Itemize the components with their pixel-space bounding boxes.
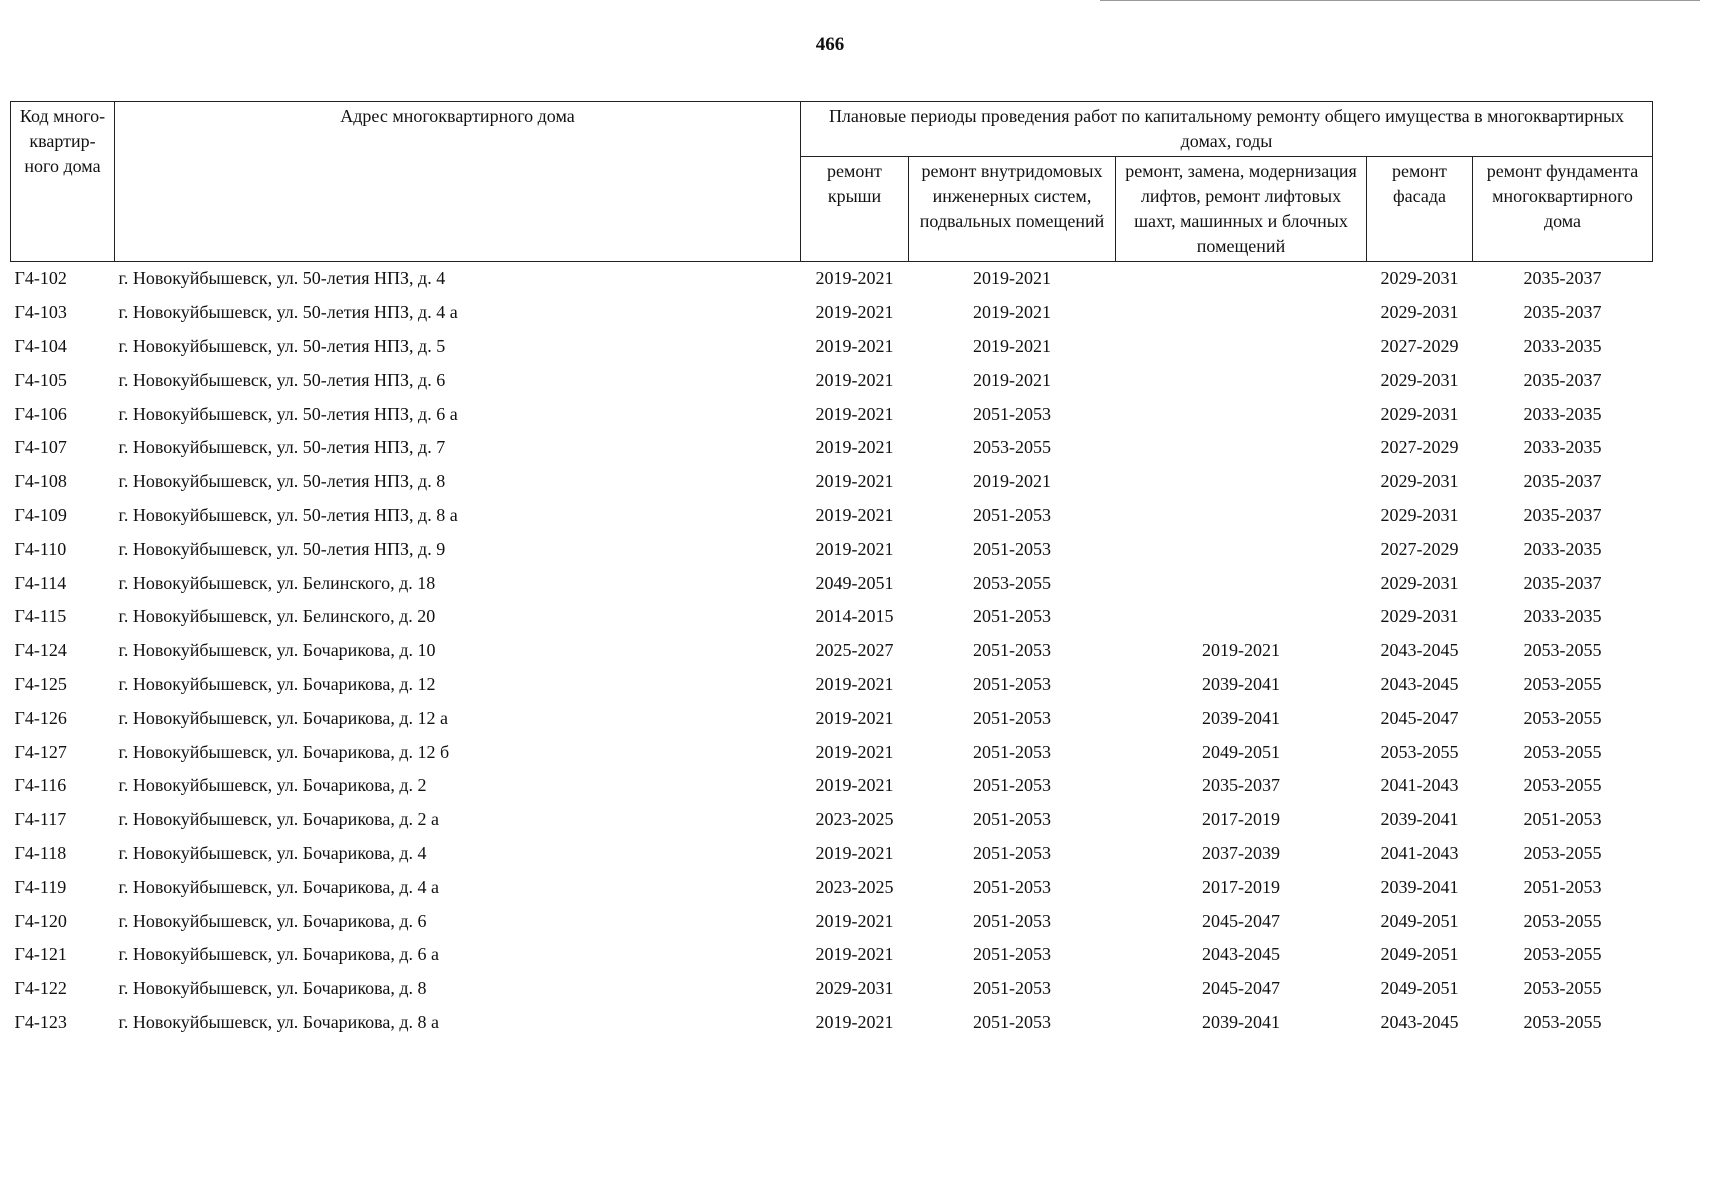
cell-facade: 2045-2047 xyxy=(1380,707,1459,728)
cell-systems: 2053-2055 xyxy=(973,437,1051,458)
cell-foundation: 2053-2055 xyxy=(1523,673,1602,694)
table-row xyxy=(11,296,1653,330)
header-lifts: ремонт, замена, модернизация лифтов, ремонт лифтовых шахт, машинных и блочных помещений xyxy=(1116,157,1367,262)
cell-lifts xyxy=(1116,566,1367,600)
cell-foundation: 2033-2035 xyxy=(1523,403,1602,424)
cell-roof: 2023-2025 xyxy=(815,876,894,897)
cell-facade: 2043-2045 xyxy=(1380,673,1459,694)
cell-code: Г4-110 xyxy=(14,538,67,559)
cell-lifts: 2039-2041 xyxy=(1202,673,1280,694)
cell-address: г. Новокуйбышевск, ул. 50-летия НПЗ, д. 6 xyxy=(118,369,446,390)
cell-foundation: 2035-2037 xyxy=(1523,504,1602,525)
cell-lifts: 2045-2047 xyxy=(1202,910,1280,931)
cell-foundation: 2035-2037 xyxy=(1523,471,1602,492)
cell-foundation: 2053-2055 xyxy=(1523,1011,1602,1032)
cell-roof: 2019-2021 xyxy=(815,775,894,796)
cell-systems: 2051-2053 xyxy=(973,707,1051,728)
cell-facade: 2029-2031 xyxy=(1380,471,1459,492)
cell-code: Г4-121 xyxy=(14,944,67,965)
header-planned-periods: Плановые периоды проведения работ по капитальному ремонту общего имущества в многоквартирных домах, годы xyxy=(801,102,1653,157)
cell-systems: 2051-2053 xyxy=(973,1011,1051,1032)
cell-code: Г4-117 xyxy=(14,809,67,830)
cell-systems: 2051-2053 xyxy=(973,606,1051,627)
cell-lifts xyxy=(1116,330,1367,364)
cell-code: Г4-106 xyxy=(14,403,67,424)
cell-facade: 2049-2051 xyxy=(1380,944,1459,965)
cell-lifts: 2017-2019 xyxy=(1202,876,1280,897)
cell-address: г. Новокуйбышевск, ул. Бочарикова, д. 4 xyxy=(118,842,427,863)
table-row xyxy=(11,330,1653,364)
cell-code: Г4-120 xyxy=(14,910,67,931)
cell-facade: 2049-2051 xyxy=(1380,978,1459,999)
cell-foundation: 2033-2035 xyxy=(1523,335,1602,356)
cell-address: г. Новокуйбышевск, ул. 50-летия НПЗ, д. 9 xyxy=(118,538,446,559)
table-row xyxy=(11,499,1653,533)
cell-lifts: 2039-2041 xyxy=(1202,1011,1280,1032)
scan-edge-line xyxy=(1100,0,1700,1)
table-row xyxy=(11,803,1653,837)
header-foundation: ремонт фундамента многоквартирного дома xyxy=(1473,157,1653,262)
cell-roof: 2019-2021 xyxy=(815,944,894,965)
cell-systems: 2019-2021 xyxy=(973,471,1051,492)
table-row xyxy=(11,431,1653,465)
cell-lifts xyxy=(1116,532,1367,566)
cell-address: г. Новокуйбышевск, ул. Белинского, д. 18 xyxy=(118,572,436,593)
cell-roof: 2019-2021 xyxy=(815,504,894,525)
cell-facade: 2027-2029 xyxy=(1380,437,1459,458)
header-code: Код много-квартир-ного дома xyxy=(11,102,115,262)
cell-roof: 2019-2021 xyxy=(815,910,894,931)
cell-systems: 2051-2053 xyxy=(973,876,1051,897)
cell-foundation: 2053-2055 xyxy=(1523,944,1602,965)
cell-lifts: 2043-2045 xyxy=(1202,944,1280,965)
cell-lifts: 2035-2037 xyxy=(1202,775,1280,796)
cell-address: г. Новокуйбышевск, ул. Бочарикова, д. 2 xyxy=(118,775,427,796)
repair-schedule-table xyxy=(10,101,1653,1039)
cell-systems: 2019-2021 xyxy=(973,369,1051,390)
table-row xyxy=(11,566,1653,600)
cell-roof: 2014-2015 xyxy=(815,606,894,627)
cell-systems: 2051-2053 xyxy=(973,504,1051,525)
cell-foundation: 2053-2055 xyxy=(1523,910,1602,931)
cell-systems: 2051-2053 xyxy=(973,403,1051,424)
cell-foundation: 2035-2037 xyxy=(1523,268,1602,289)
cell-lifts xyxy=(1116,431,1367,465)
cell-code: Г4-115 xyxy=(14,606,67,627)
cell-code: Г4-109 xyxy=(14,504,67,525)
cell-code: Г4-116 xyxy=(14,775,67,796)
cell-systems: 2051-2053 xyxy=(973,775,1051,796)
table-row xyxy=(11,1006,1653,1040)
cell-foundation: 2033-2035 xyxy=(1523,437,1602,458)
table-row xyxy=(11,769,1653,803)
cell-roof: 2019-2021 xyxy=(815,1011,894,1032)
cell-facade: 2039-2041 xyxy=(1380,876,1459,897)
header-facade: ремонт фасада xyxy=(1367,157,1473,262)
cell-roof: 2025-2027 xyxy=(815,640,894,661)
cell-systems: 2051-2053 xyxy=(973,842,1051,863)
cell-address: г. Новокуйбышевск, ул. Бочарикова, д. 12 б xyxy=(118,741,450,762)
table-row xyxy=(11,465,1653,499)
cell-systems: 2051-2053 xyxy=(973,910,1051,931)
cell-foundation: 2053-2055 xyxy=(1523,978,1602,999)
cell-address: г. Новокуйбышевск, ул. Бочарикова, д. 6 а xyxy=(118,944,440,965)
cell-address: г. Новокуйбышевск, ул. 50-летия НПЗ, д. 8 xyxy=(118,471,446,492)
cell-facade: 2043-2045 xyxy=(1380,640,1459,661)
cell-roof: 2019-2021 xyxy=(815,707,894,728)
table-row xyxy=(11,972,1653,1006)
cell-foundation: 2033-2035 xyxy=(1523,538,1602,559)
cell-address: г. Новокуйбышевск, ул. Бочарикова, д. 8 xyxy=(118,978,427,999)
table-row xyxy=(11,397,1653,431)
cell-facade: 2027-2029 xyxy=(1380,335,1459,356)
cell-code: Г4-104 xyxy=(14,335,67,356)
cell-code: Г4-102 xyxy=(14,268,67,289)
cell-code: Г4-118 xyxy=(14,842,67,863)
cell-systems: 2051-2053 xyxy=(973,741,1051,762)
cell-facade: 2053-2055 xyxy=(1380,741,1459,762)
cell-address: г. Новокуйбышевск, ул. Бочарикова, д. 4 а xyxy=(118,876,440,897)
table-row xyxy=(11,904,1653,938)
cell-address: г. Новокуйбышевск, ул. 50-летия НПЗ, д. 5 xyxy=(118,335,446,356)
cell-systems: 2051-2053 xyxy=(973,640,1051,661)
cell-lifts xyxy=(1116,499,1367,533)
cell-foundation: 2035-2037 xyxy=(1523,369,1602,390)
cell-address: г. Новокуйбышевск, ул. Бочарикова, д. 12 xyxy=(118,673,436,694)
cell-roof: 2023-2025 xyxy=(815,809,894,830)
cell-systems: 2051-2053 xyxy=(973,538,1051,559)
cell-systems: 2051-2053 xyxy=(973,978,1051,999)
table-row xyxy=(11,262,1653,296)
cell-address: г. Новокуйбышевск, ул. 50-летия НПЗ, д. 7 xyxy=(118,437,446,458)
cell-lifts xyxy=(1116,465,1367,499)
cell-lifts: 2019-2021 xyxy=(1202,640,1280,661)
cell-foundation: 2051-2053 xyxy=(1523,876,1602,897)
cell-roof: 2019-2021 xyxy=(815,741,894,762)
cell-lifts: 2045-2047 xyxy=(1202,978,1280,999)
cell-lifts xyxy=(1116,363,1367,397)
cell-facade: 2041-2043 xyxy=(1380,842,1459,863)
cell-foundation: 2035-2037 xyxy=(1523,302,1602,323)
cell-roof: 2029-2031 xyxy=(815,978,894,999)
cell-code: Г4-105 xyxy=(14,369,67,390)
cell-facade: 2029-2031 xyxy=(1380,268,1459,289)
cell-lifts: 2017-2019 xyxy=(1202,809,1280,830)
table-row xyxy=(11,600,1653,634)
cell-roof: 2019-2021 xyxy=(815,302,894,323)
cell-foundation: 2053-2055 xyxy=(1523,741,1602,762)
cell-facade: 2043-2045 xyxy=(1380,1011,1459,1032)
cell-code: Г4-123 xyxy=(14,1011,67,1032)
cell-roof: 2019-2021 xyxy=(815,335,894,356)
cell-address: г. Новокуйбышевск, ул. Бочарикова, д. 2 а xyxy=(118,809,440,830)
table-row xyxy=(11,363,1653,397)
cell-lifts: 2039-2041 xyxy=(1202,707,1280,728)
cell-roof: 2019-2021 xyxy=(815,369,894,390)
cell-code: Г4-103 xyxy=(14,302,67,323)
cell-systems: 2051-2053 xyxy=(973,673,1051,694)
cell-code: Г4-122 xyxy=(14,978,67,999)
cell-code: Г4-127 xyxy=(14,741,67,762)
cell-roof: 2019-2021 xyxy=(815,403,894,424)
cell-address: г. Новокуйбышевск, ул. 50-летия НПЗ, д. 4 xyxy=(118,268,446,289)
header-address: Адрес многоквартирного дома xyxy=(115,102,801,262)
cell-code: Г4-119 xyxy=(14,876,67,897)
cell-facade: 2041-2043 xyxy=(1380,775,1459,796)
cell-systems: 2051-2053 xyxy=(973,809,1051,830)
table-row xyxy=(11,735,1653,769)
table-row xyxy=(11,532,1653,566)
cell-systems: 2019-2021 xyxy=(973,302,1051,323)
cell-foundation: 2035-2037 xyxy=(1523,572,1602,593)
cell-roof: 2019-2021 xyxy=(815,437,894,458)
cell-roof: 2019-2021 xyxy=(815,538,894,559)
cell-lifts xyxy=(1116,397,1367,431)
cell-roof: 2019-2021 xyxy=(815,673,894,694)
cell-lifts xyxy=(1116,296,1367,330)
cell-facade: 2027-2029 xyxy=(1380,538,1459,559)
cell-address: г. Новокуйбышевск, ул. Бочарикова, д. 10 xyxy=(118,640,436,661)
cell-foundation: 2053-2055 xyxy=(1523,707,1602,728)
cell-address: г. Новокуйбышевск, ул. Бочарикова, д. 12 а xyxy=(118,707,449,728)
cell-systems: 2019-2021 xyxy=(973,335,1051,356)
cell-systems: 2019-2021 xyxy=(973,268,1051,289)
header-systems: ремонт внутридомовых инженерных систем, подвальных помещений xyxy=(909,157,1116,262)
cell-systems: 2053-2055 xyxy=(973,572,1051,593)
cell-lifts: 2049-2051 xyxy=(1202,741,1280,762)
cell-facade: 2029-2031 xyxy=(1380,504,1459,525)
cell-code: Г4-108 xyxy=(14,471,67,492)
cell-roof: 2049-2051 xyxy=(815,572,894,593)
table-row xyxy=(11,634,1653,668)
table-row xyxy=(11,837,1653,871)
table-row xyxy=(11,870,1653,904)
cell-lifts xyxy=(1116,262,1367,296)
cell-facade: 2029-2031 xyxy=(1380,606,1459,627)
cell-address: г. Новокуйбышевск, ул. Бочарикова, д. 8 а xyxy=(118,1011,440,1032)
header-roof: ремонт крыши xyxy=(801,157,909,262)
cell-facade: 2029-2031 xyxy=(1380,302,1459,323)
cell-lifts xyxy=(1116,600,1367,634)
cell-lifts: 2037-2039 xyxy=(1202,842,1280,863)
table-row xyxy=(11,938,1653,972)
cell-address: г. Новокуйбышевск, ул. 50-летия НПЗ, д. 8 а xyxy=(118,504,458,525)
cell-code: Г4-107 xyxy=(14,437,67,458)
cell-code: Г4-114 xyxy=(14,572,67,593)
cell-code: Г4-124 xyxy=(14,640,67,661)
cell-roof: 2019-2021 xyxy=(815,471,894,492)
cell-systems: 2051-2053 xyxy=(973,944,1051,965)
cell-address: г. Новокуйбышевск, ул. 50-летия НПЗ, д. 4 а xyxy=(118,302,458,323)
cell-foundation: 2053-2055 xyxy=(1523,842,1602,863)
table-body xyxy=(11,262,1653,1040)
cell-facade: 2029-2031 xyxy=(1380,572,1459,593)
table-row xyxy=(11,668,1653,702)
cell-roof: 2019-2021 xyxy=(815,842,894,863)
page-number: 466 xyxy=(815,34,845,55)
cell-address: г. Новокуйбышевск, ул. Белинского, д. 20 xyxy=(118,606,436,627)
cell-facade: 2029-2031 xyxy=(1380,403,1459,424)
cell-address: г. Новокуйбышевск, ул. Бочарикова, д. 6 xyxy=(118,910,427,931)
cell-facade: 2049-2051 xyxy=(1380,910,1459,931)
cell-facade: 2039-2041 xyxy=(1380,809,1459,830)
cell-foundation: 2033-2035 xyxy=(1523,606,1602,627)
cell-roof: 2019-2021 xyxy=(815,268,894,289)
cell-foundation: 2053-2055 xyxy=(1523,640,1602,661)
table-row xyxy=(11,701,1653,735)
cell-foundation: 2053-2055 xyxy=(1523,775,1602,796)
cell-address: г. Новокуйбышевск, ул. 50-летия НПЗ, д. 6 а xyxy=(118,403,458,424)
cell-code: Г4-126 xyxy=(14,707,67,728)
cell-code: Г4-125 xyxy=(14,673,67,694)
cell-foundation: 2051-2053 xyxy=(1523,809,1602,830)
cell-facade: 2029-2031 xyxy=(1380,369,1459,390)
